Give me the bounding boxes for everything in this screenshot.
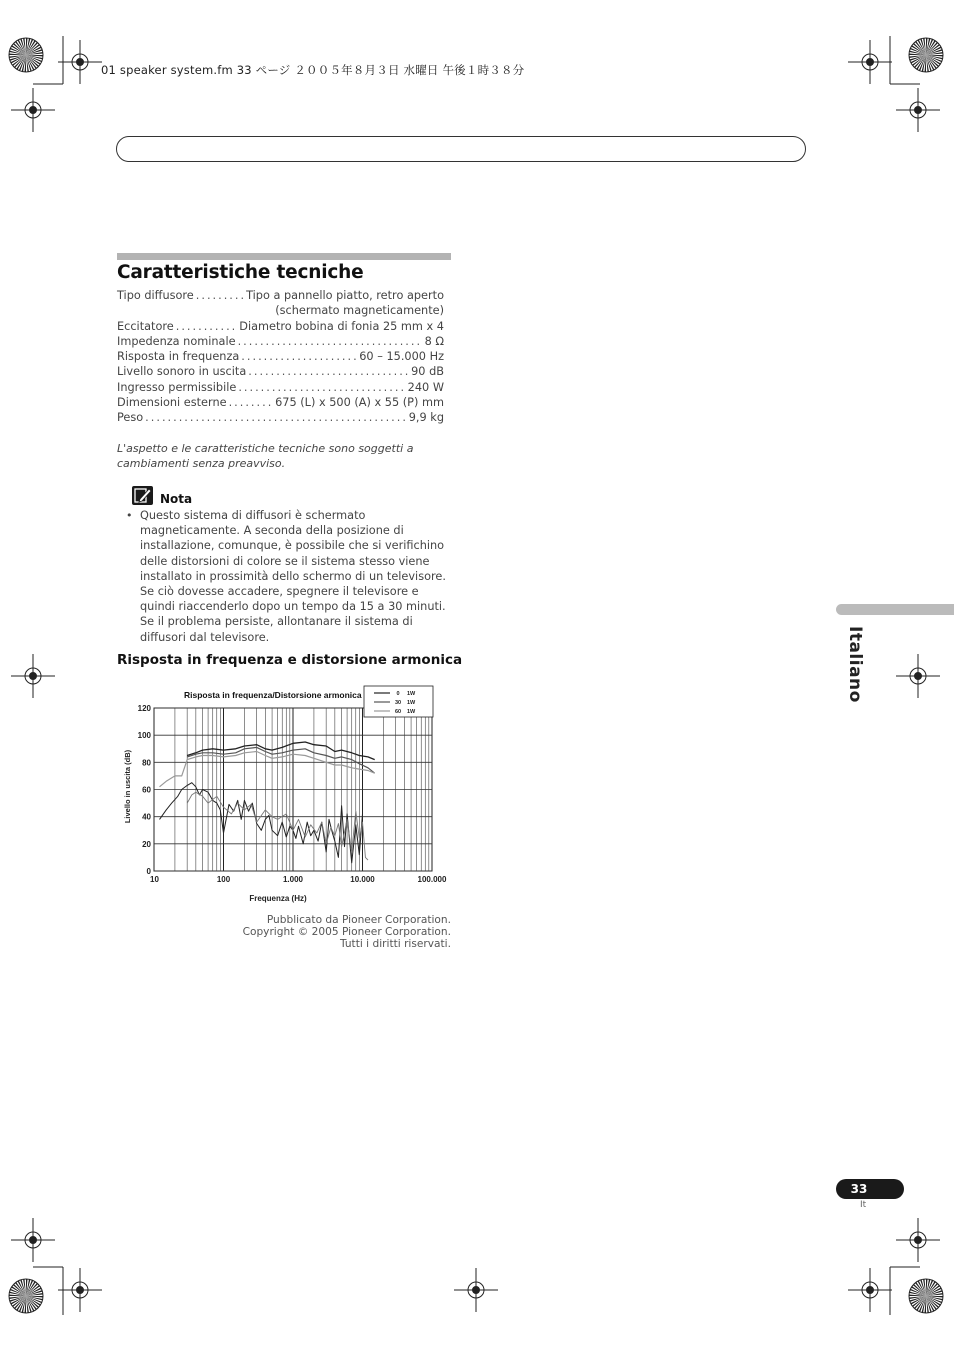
spec-row xyxy=(117,334,444,349)
language-label-text: Italiano xyxy=(845,626,865,703)
file-header: 01 speaker system.fm 33 ページ ２００５年８月３日 水曜日 午後１時３８分 xyxy=(101,63,525,77)
disclaimer: L'aspetto e le caratteristiche tecniche sono soggetti a cambiamenti senza preavviso. xyxy=(117,442,414,470)
spec-value: 675 (L) x 500 (A) x 55 (P) mm xyxy=(275,396,444,410)
legend-angle: 60 xyxy=(394,709,402,715)
bullet: • xyxy=(126,509,133,522)
registration-rosette xyxy=(9,1279,43,1313)
spec-row xyxy=(117,288,444,303)
spec-row xyxy=(117,364,444,379)
chart-title: Risposta in frequenza/Distorsione armonica xyxy=(184,690,362,700)
spec-label: Risposta in frequenza xyxy=(117,350,240,364)
legend-angle: 30 xyxy=(394,700,402,706)
crosshair-mark xyxy=(454,1268,498,1312)
y-tick-label: 100 xyxy=(137,731,151,741)
spec-row xyxy=(117,349,444,364)
y-tick-label: 60 xyxy=(142,785,151,795)
spec-row xyxy=(117,395,444,410)
spec-label: Livello sonoro in uscita xyxy=(117,365,247,379)
note-text: Questo sistema di diffusori è schermato magneticamente. A seconda della posizione di installazione, comunque, è possibile che si verifichino delle distorsioni di colore se il sistema stesso viene installato in prossimità dello schermo di un televisore. Se ciò dovesse accadere, spegnere il televisore e quindi riaccenderlo dopo un tempo da 15 a 30 minuti. Se il problema persiste, allontanare il sistema di diffusori dal televisore. xyxy=(140,509,446,644)
y-tick-label: 20 xyxy=(142,839,151,849)
publisher-line: Pubblicato da Pioneer Corporation. xyxy=(266,914,451,926)
spec-value: 8 Ω xyxy=(424,334,444,348)
crosshair-mark xyxy=(58,40,102,84)
legend-power: 1W xyxy=(407,691,416,697)
y-tick-label: 120 xyxy=(137,704,151,713)
spec-row xyxy=(117,319,444,334)
spec-label: Dimensioni esterne xyxy=(117,396,227,410)
registration-rosette xyxy=(9,38,43,72)
rights-line: Tutti i diritti riservati. xyxy=(339,938,451,951)
spec-row xyxy=(117,380,444,395)
subsection-title: Risposta in frequenza e distorsione armonica xyxy=(117,652,463,668)
section-title: Caratteristiche tecniche xyxy=(117,262,364,283)
spec-label: Ingresso permissibile xyxy=(117,380,237,394)
chart-svg xyxy=(117,683,457,905)
spec-row xyxy=(117,410,444,425)
crosshair-mark xyxy=(11,654,55,698)
crosshair-mark xyxy=(896,654,940,698)
spec-value: (schermato magneticamente) xyxy=(275,304,444,318)
spec-label: Impedenza nominale xyxy=(117,334,236,348)
crosshair-mark xyxy=(11,88,55,132)
pencil-note-icon xyxy=(132,486,153,505)
language-tab xyxy=(836,604,954,615)
page-number: 33 xyxy=(850,1182,868,1196)
y-tick-label: 80 xyxy=(142,758,151,768)
registration-rosette xyxy=(909,1279,943,1313)
crosshair-mark xyxy=(896,1218,940,1262)
x-tick-label: 10.000 xyxy=(350,875,375,884)
x-tick-label: 1.000 xyxy=(282,875,304,884)
spec-list xyxy=(117,288,444,426)
y-tick-label: 40 xyxy=(142,812,151,822)
note-title: Nota xyxy=(160,492,193,506)
chapter-title-bar xyxy=(116,136,806,162)
section-rule xyxy=(117,253,451,260)
crosshair-mark xyxy=(896,88,940,132)
spec-value: 60 – 15.000 Hz xyxy=(359,350,444,364)
spec-label: Eccitatore xyxy=(117,319,174,333)
x-tick-label: 10 xyxy=(150,875,159,884)
x-tick-label: 100 xyxy=(216,875,231,884)
frequency-response-chart xyxy=(117,683,457,905)
spec-label: Peso xyxy=(117,411,144,425)
spec-value: 90 dB xyxy=(411,365,444,379)
spec-value: 240 W xyxy=(407,380,444,394)
spec-value: Diametro bobina di fonia 25 mm x 4 xyxy=(239,319,444,333)
page-number-badge xyxy=(836,1179,904,1199)
y-axis-title: Livello in uscita (dB) xyxy=(123,749,132,824)
spec-value: 9,9 kg xyxy=(408,411,444,425)
legend-angle: 0 xyxy=(396,691,400,697)
spec-row xyxy=(117,303,444,318)
legend-power: 1W xyxy=(407,709,416,715)
copyright-line: Copyright © 2005 Pioneer Corporation. xyxy=(242,926,451,939)
crosshair-mark xyxy=(848,1268,892,1312)
y-tick-label: 0 xyxy=(146,867,151,876)
language-label xyxy=(845,626,865,703)
spec-label: Tipo diffusore xyxy=(117,289,194,302)
legend-power: 1W xyxy=(407,700,416,706)
page-language-code: It xyxy=(860,1200,867,1210)
crosshair-mark xyxy=(11,1218,55,1262)
crosshair-mark xyxy=(848,40,892,84)
registration-rosette xyxy=(909,38,943,72)
spec-value: Tipo a pannello piatto, retro aperto xyxy=(246,289,444,302)
crosshair-mark xyxy=(58,1268,102,1312)
publisher-block xyxy=(243,914,451,951)
x-tick-label: 100.000 xyxy=(417,875,447,884)
x-axis-title: Frequenza (Hz) xyxy=(249,894,307,903)
